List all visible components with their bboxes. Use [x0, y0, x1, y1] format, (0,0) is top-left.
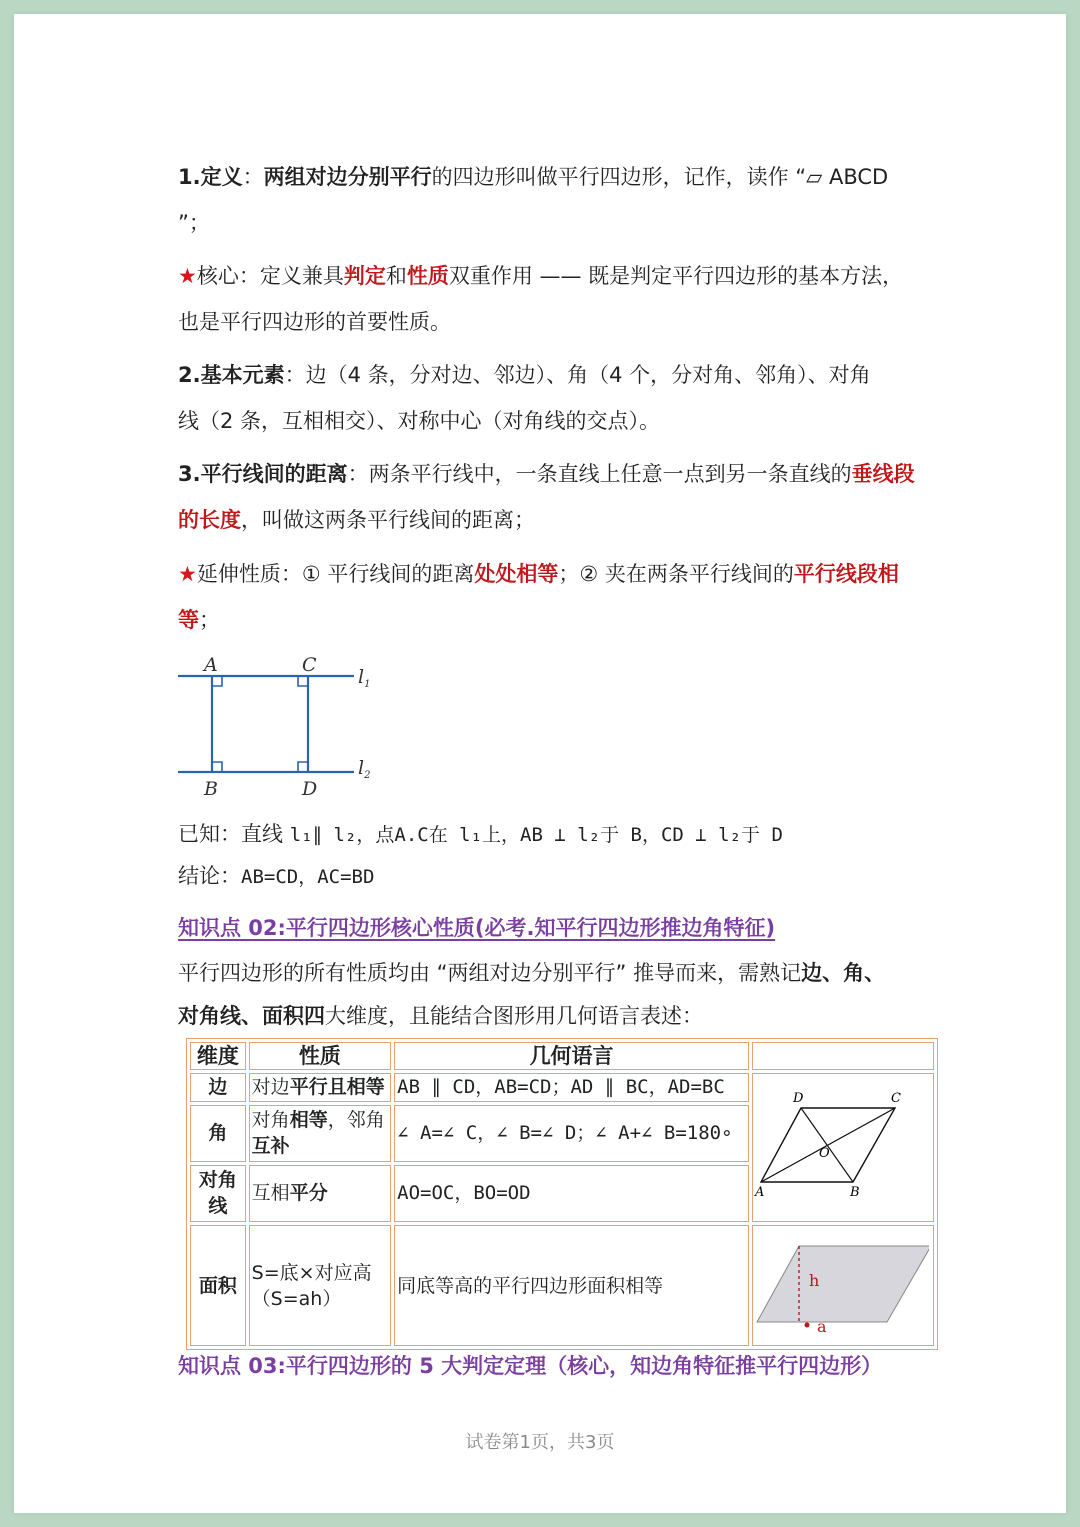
lang-cell: ∠ A=∠ C，∠ B=∠ D；∠ A+∠ B=180∘ — [394, 1105, 749, 1162]
label-a: A — [204, 654, 218, 676]
conclusion-label: 结论： — [178, 864, 241, 888]
extension-red-3: 等 — [178, 608, 199, 632]
intro-bold-1: 边、角、 — [801, 961, 886, 985]
definition-lead: 1.定义 — [178, 165, 243, 189]
right-angle-c — [298, 676, 308, 686]
given-line — [178, 811, 938, 858]
prop-cell: S=底×对应高（S=ah） — [249, 1225, 391, 1346]
table-header-row — [190, 1042, 934, 1070]
prop-cell: 对边平行且相等 — [249, 1073, 391, 1102]
properties-intro — [178, 952, 938, 1038]
distance-red-1: 垂线段 — [851, 462, 915, 486]
core-red-1: 判定 — [343, 264, 386, 288]
extension-text-3: ； — [199, 608, 220, 632]
diagonal-bd — [801, 1108, 853, 1182]
core-paragraph — [178, 253, 938, 345]
parallelogram-area-figure — [753, 1226, 929, 1338]
label-l2: $l_2$ — [358, 757, 371, 781]
section-02-title[interactable]: 知识点 02:平行四边形核心性质(必考.知平行四边形推边角特征) — [178, 916, 776, 940]
lang-cell: AB ∥ CD，AB=CD；AD ∥ BC，AD=BC — [394, 1073, 749, 1102]
label-o: O — [819, 1146, 830, 1161]
right-angle-a — [212, 676, 222, 686]
label-h: h — [809, 1271, 820, 1290]
extension-paragraph — [178, 551, 938, 643]
extension-text-1: 延伸性质：① 平行线间的距离 — [196, 562, 475, 586]
label-c: C — [891, 1091, 901, 1106]
right-angle-b — [212, 762, 222, 772]
table-row-side — [190, 1073, 934, 1102]
label-a: a — [817, 1317, 827, 1336]
star-icon: ★ — [178, 562, 197, 586]
label-d: D — [793, 1091, 804, 1106]
header-dimension: 维度 — [190, 1042, 246, 1070]
extension-red-2: 平行线段相 — [793, 562, 899, 586]
label-l1: $l_1$ — [358, 666, 371, 690]
lang-cell: AO=OC，BO=OD — [394, 1165, 749, 1222]
core-text-1: 核心：定义兼具 — [196, 264, 344, 288]
label-b: B — [850, 1185, 860, 1200]
distance-paragraph — [178, 451, 938, 543]
header-figure — [752, 1042, 934, 1070]
paper-page — [14, 14, 1066, 1513]
conclusion-line — [178, 853, 938, 900]
dim-cell: 角 — [190, 1105, 246, 1162]
label-c: C — [302, 654, 317, 676]
prop-cell: 对角相等，邻角 互补 — [249, 1105, 391, 1162]
extension-red-1: 处处相等 — [474, 562, 559, 586]
elements-text-1: ：边（4 条，分对边、邻边）、角（4 个，分对角、邻角）、对角 — [284, 363, 871, 387]
parallel-lines-figure — [178, 650, 378, 802]
elements-lead: 2.基本元素 — [178, 363, 285, 387]
properties-table — [186, 1038, 938, 1350]
intro-text-1: 平行四边形的所有性质均由 “两组对边分别平行” 推导而来，需熟记 — [178, 961, 802, 985]
section-03-title[interactable]: 知识点 03:平行四边形的 5 大判定定理（核心，知边角特征推平行四边形） — [178, 1354, 883, 1378]
parallelogram-figure-cell — [752, 1073, 934, 1222]
right-angle-d — [298, 762, 308, 772]
parallelogram-diagonals-figure — [753, 1074, 929, 1214]
label-d: D — [302, 778, 318, 800]
core-text-2: 和 — [385, 264, 407, 288]
table-row-area — [190, 1225, 934, 1346]
header-property: 性质 — [249, 1042, 391, 1070]
core-text-4: 也是平行四边形的首要性质。 — [178, 310, 451, 334]
intro-bold-2: 对角线、面积四 — [178, 1004, 325, 1028]
definition-paragraph — [178, 154, 938, 246]
given-label: 已知：直线 — [178, 822, 290, 846]
definition-text: 的四边形叫做平行四边形，记作，读作 “▱ ABCD — [431, 165, 889, 189]
elements-text-2: 线（2 条，互相相交）、对称中心（对角线的交点）。 — [178, 409, 661, 433]
definition-text-end: ”； — [178, 211, 210, 235]
distance-text-1: ：两条平行线中，一条直线上任意一点到另一条直线的 — [347, 462, 852, 486]
prop-cell: 互相平分 — [249, 1165, 391, 1222]
intro-text-2: 大维度，且能结合图形用几何语言表述： — [325, 1004, 703, 1028]
extension-text-2: ；② 夹在两条平行线间的 — [558, 562, 794, 586]
page-footer: 试卷第1页，共3页 — [465, 1432, 615, 1453]
core-text-3: 双重作用 —— 既是判定平行四边形的基本方法， — [448, 264, 904, 288]
distance-lead: 3.平行线间的距离 — [178, 462, 348, 486]
definition-colon: ： — [242, 165, 264, 189]
given-text: l₁∥ l₂，点A.C在 l₁上，AB ⊥ l₂于 B，CD ⊥ l₂于 D — [289, 824, 783, 846]
core-red-2: 性质 — [406, 264, 449, 288]
header-geo-language: 几何语言 — [394, 1042, 749, 1070]
conclusion-text: AB=CD，AC=BD — [241, 866, 375, 888]
distance-text-2: ，叫做这两条平行线间的距离； — [241, 508, 535, 532]
lang-cell: 同底等高的平行四边形面积相等 — [394, 1225, 749, 1346]
dim-cell: 对角线 — [190, 1165, 246, 1222]
label-a: A — [755, 1185, 765, 1200]
area-figure-cell — [752, 1225, 934, 1346]
elements-paragraph — [178, 352, 938, 444]
area-parallelogram — [757, 1246, 929, 1322]
dim-cell: 边 — [190, 1073, 246, 1102]
label-b: B — [204, 778, 218, 800]
dim-cell: 面积 — [190, 1225, 246, 1346]
star-icon: ★ — [178, 264, 197, 288]
definition-key: 两组对边分别平行 — [263, 165, 432, 189]
distance-red-2: 的长度 — [178, 508, 241, 532]
foot-point — [805, 1323, 810, 1328]
